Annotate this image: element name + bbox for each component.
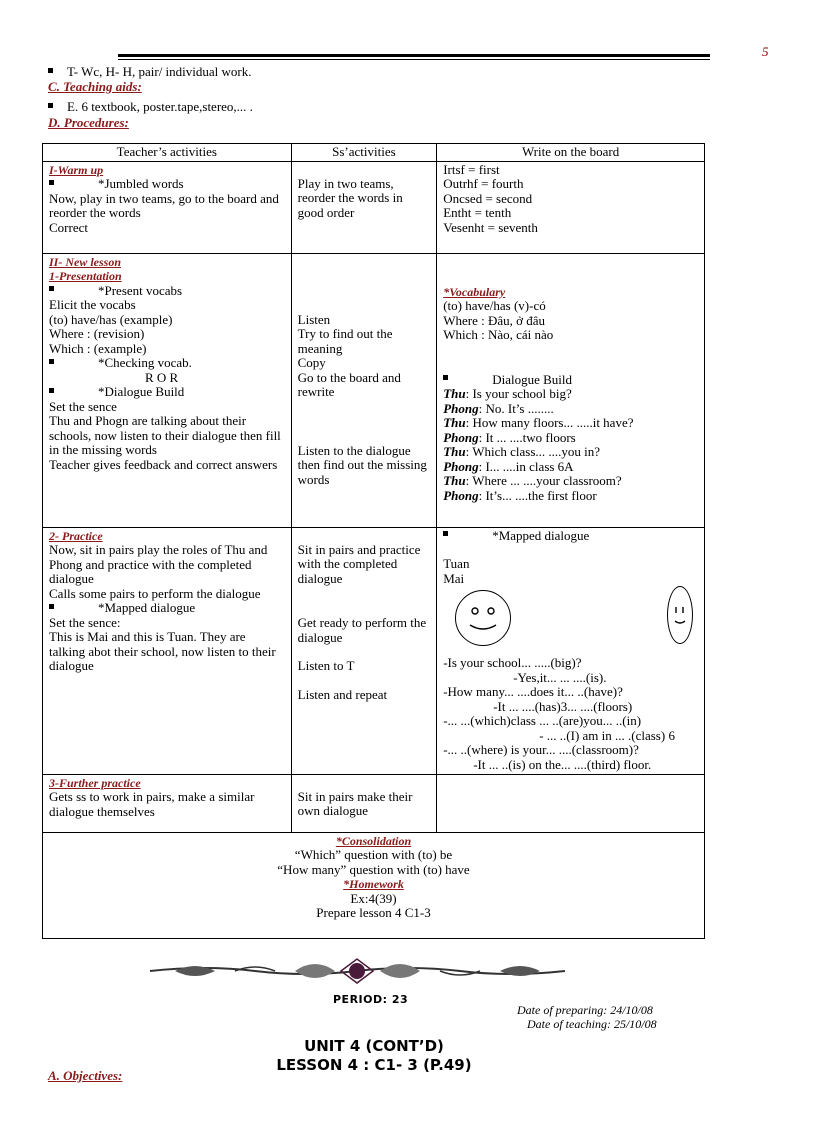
bullet-work-mode: T- Wc, H- H, pair/ individual work. <box>48 64 252 80</box>
header-teacher: Teacher’s activities <box>43 144 292 162</box>
warmup-students: Play in two teams, reorder the words in good order <box>291 161 437 253</box>
practice-students: Sit in pairs and practice with the completed dialogue Get ready to perform the dialogue Listen to T Listen and repeat <box>291 527 437 774</box>
bullet-icon <box>48 68 53 73</box>
bullet-icon <box>443 531 448 536</box>
header-board: Write on the board <box>437 144 705 162</box>
new-lesson-row <box>43 253 705 527</box>
warmup-board: Irtsf = first Outrhf = fourth Oncsed = second Entht = tenth Vesenht = seventh <box>437 161 705 253</box>
warmup-teacher: I-Warm up *Jumbled words Now, play in two teams, go to the board and reorder the words Correct <box>43 161 292 253</box>
dates-block <box>517 1003 657 1031</box>
warmup-row <box>43 161 705 253</box>
bullet-icon <box>49 388 54 393</box>
consolidation-heading: *Consolidation <box>335 833 412 848</box>
further-students: Sit in pairs make their own dialogue <box>291 774 437 832</box>
procedures-table <box>42 143 705 939</box>
decorative-ornament <box>145 955 570 987</box>
table-header-row <box>43 144 705 162</box>
further-practice-row <box>43 774 705 832</box>
presentation-heading: 1-Presentation <box>49 269 122 283</box>
unit-title: UNIT 4 (CONT’D) <box>304 1037 444 1055</box>
bullet-teaching-aids: E. 6 textbook, poster.tape,stereo,... . <box>48 99 253 115</box>
bullet-icon <box>49 180 54 185</box>
page-number: 5 <box>762 44 769 59</box>
lesson-title: LESSON 4 : C1- 3 (P.49) <box>276 1056 472 1074</box>
new-lesson-students: Listen Try to find out the meaning Copy Go to the board and rewrite Listen to the dialogue then find out the missing words <box>291 253 437 527</box>
new-lesson-teacher: II- New lesson 1-Presentation *Present vocabs Elicit the vocabs (to) have/has (example) Where : (revision) Which : (example) *Checking vocab. R O R *Dialogue Build Set the sence Thu and Phogn are talking about their schools, now listen to their dialogue then fill in the missing words Teacher gives feedback and correct answers <box>43 253 292 527</box>
practice-board: *Mapped dialogue Tuan Mai -Is your school... .....(big)? -Yes,it... ... ....(is). -How many... ....does it... ..(have)? -It ... ....(has)3... ....(floors) -... ...(which)class ... ..(are)you... ..(in) - ... ..(I) am in ... .(class) 6 -... ..(where) is your... ....(classroom)? -It ... ..(is) on the... ....(third) floor. <box>437 527 705 774</box>
vocabulary-heading: *Vocabulary <box>443 284 506 299</box>
date-of-preparing: Date of preparing: 24/10/08 <box>517 1003 653 1017</box>
bullet-icon <box>49 604 54 609</box>
bullet-icon <box>48 103 53 108</box>
new-lesson-heading: II- New lesson <box>49 254 122 269</box>
further-board <box>437 774 705 832</box>
period-label: PERIOD: 23 <box>333 993 409 1006</box>
bullet-icon <box>49 359 54 364</box>
homework-heading: *Homework <box>343 877 404 891</box>
faces-drawing <box>443 586 704 656</box>
header-rule <box>118 54 710 57</box>
bullet-icon <box>443 375 448 380</box>
header-rule-thin <box>118 59 710 60</box>
objectives-heading: A. Objectives: <box>48 1068 123 1083</box>
consolidation-cell: *Consolidation “Which” question with (to) be “How many” question with (to) have *Homework Ex:4(39) Prepare lesson 4 C1-3 <box>43 832 705 938</box>
date-of-teaching: Date of teaching: 25/10/08 <box>527 1017 657 1031</box>
practice-heading: 2- Practice <box>49 528 103 543</box>
unit-title-block <box>258 1037 490 1075</box>
warmup-heading: I-Warm up <box>49 162 104 177</box>
further-practice-heading: 3-Further practice <box>49 775 141 790</box>
side-face-icon <box>667 586 693 644</box>
practice-row <box>43 527 705 774</box>
teaching-aids-heading: C. Teaching aids: <box>48 79 142 94</box>
further-teacher: 3-Further practice Gets ss to work in pairs, make a similar dialogue themselves <box>43 774 292 832</box>
consolidation-row <box>43 832 705 938</box>
bullet-icon <box>49 286 54 291</box>
new-lesson-board: *Vocabulary (to) have/has (v)-có Where : Đâu, ở đâu Which : Nào, cái nào Dialogue Build Thu: Is your school big? Phong: No. It’s ........ Thu: How many floors... .....it have? Phong: It ... ....two floors Thu: Which class... ....you in? Phong: I... ....in class 6A Thu: Where ... ....your classroom? Phong: It’s... ....the first floor <box>437 253 705 527</box>
smiley-face-icon <box>455 590 511 646</box>
procedures-heading: D. Procedures: <box>48 115 129 130</box>
practice-teacher: 2- Practice Now, sit in pairs play the roles of Thu and Phong and practice with the completed dialogue Calls some pairs to perform the dialogue *Mapped dialogue Set the sence: This is Mai and this is Tuan. They are talking abot their school, now listen to their dialogue <box>43 527 292 774</box>
header-students: Ss’activities <box>291 144 437 162</box>
